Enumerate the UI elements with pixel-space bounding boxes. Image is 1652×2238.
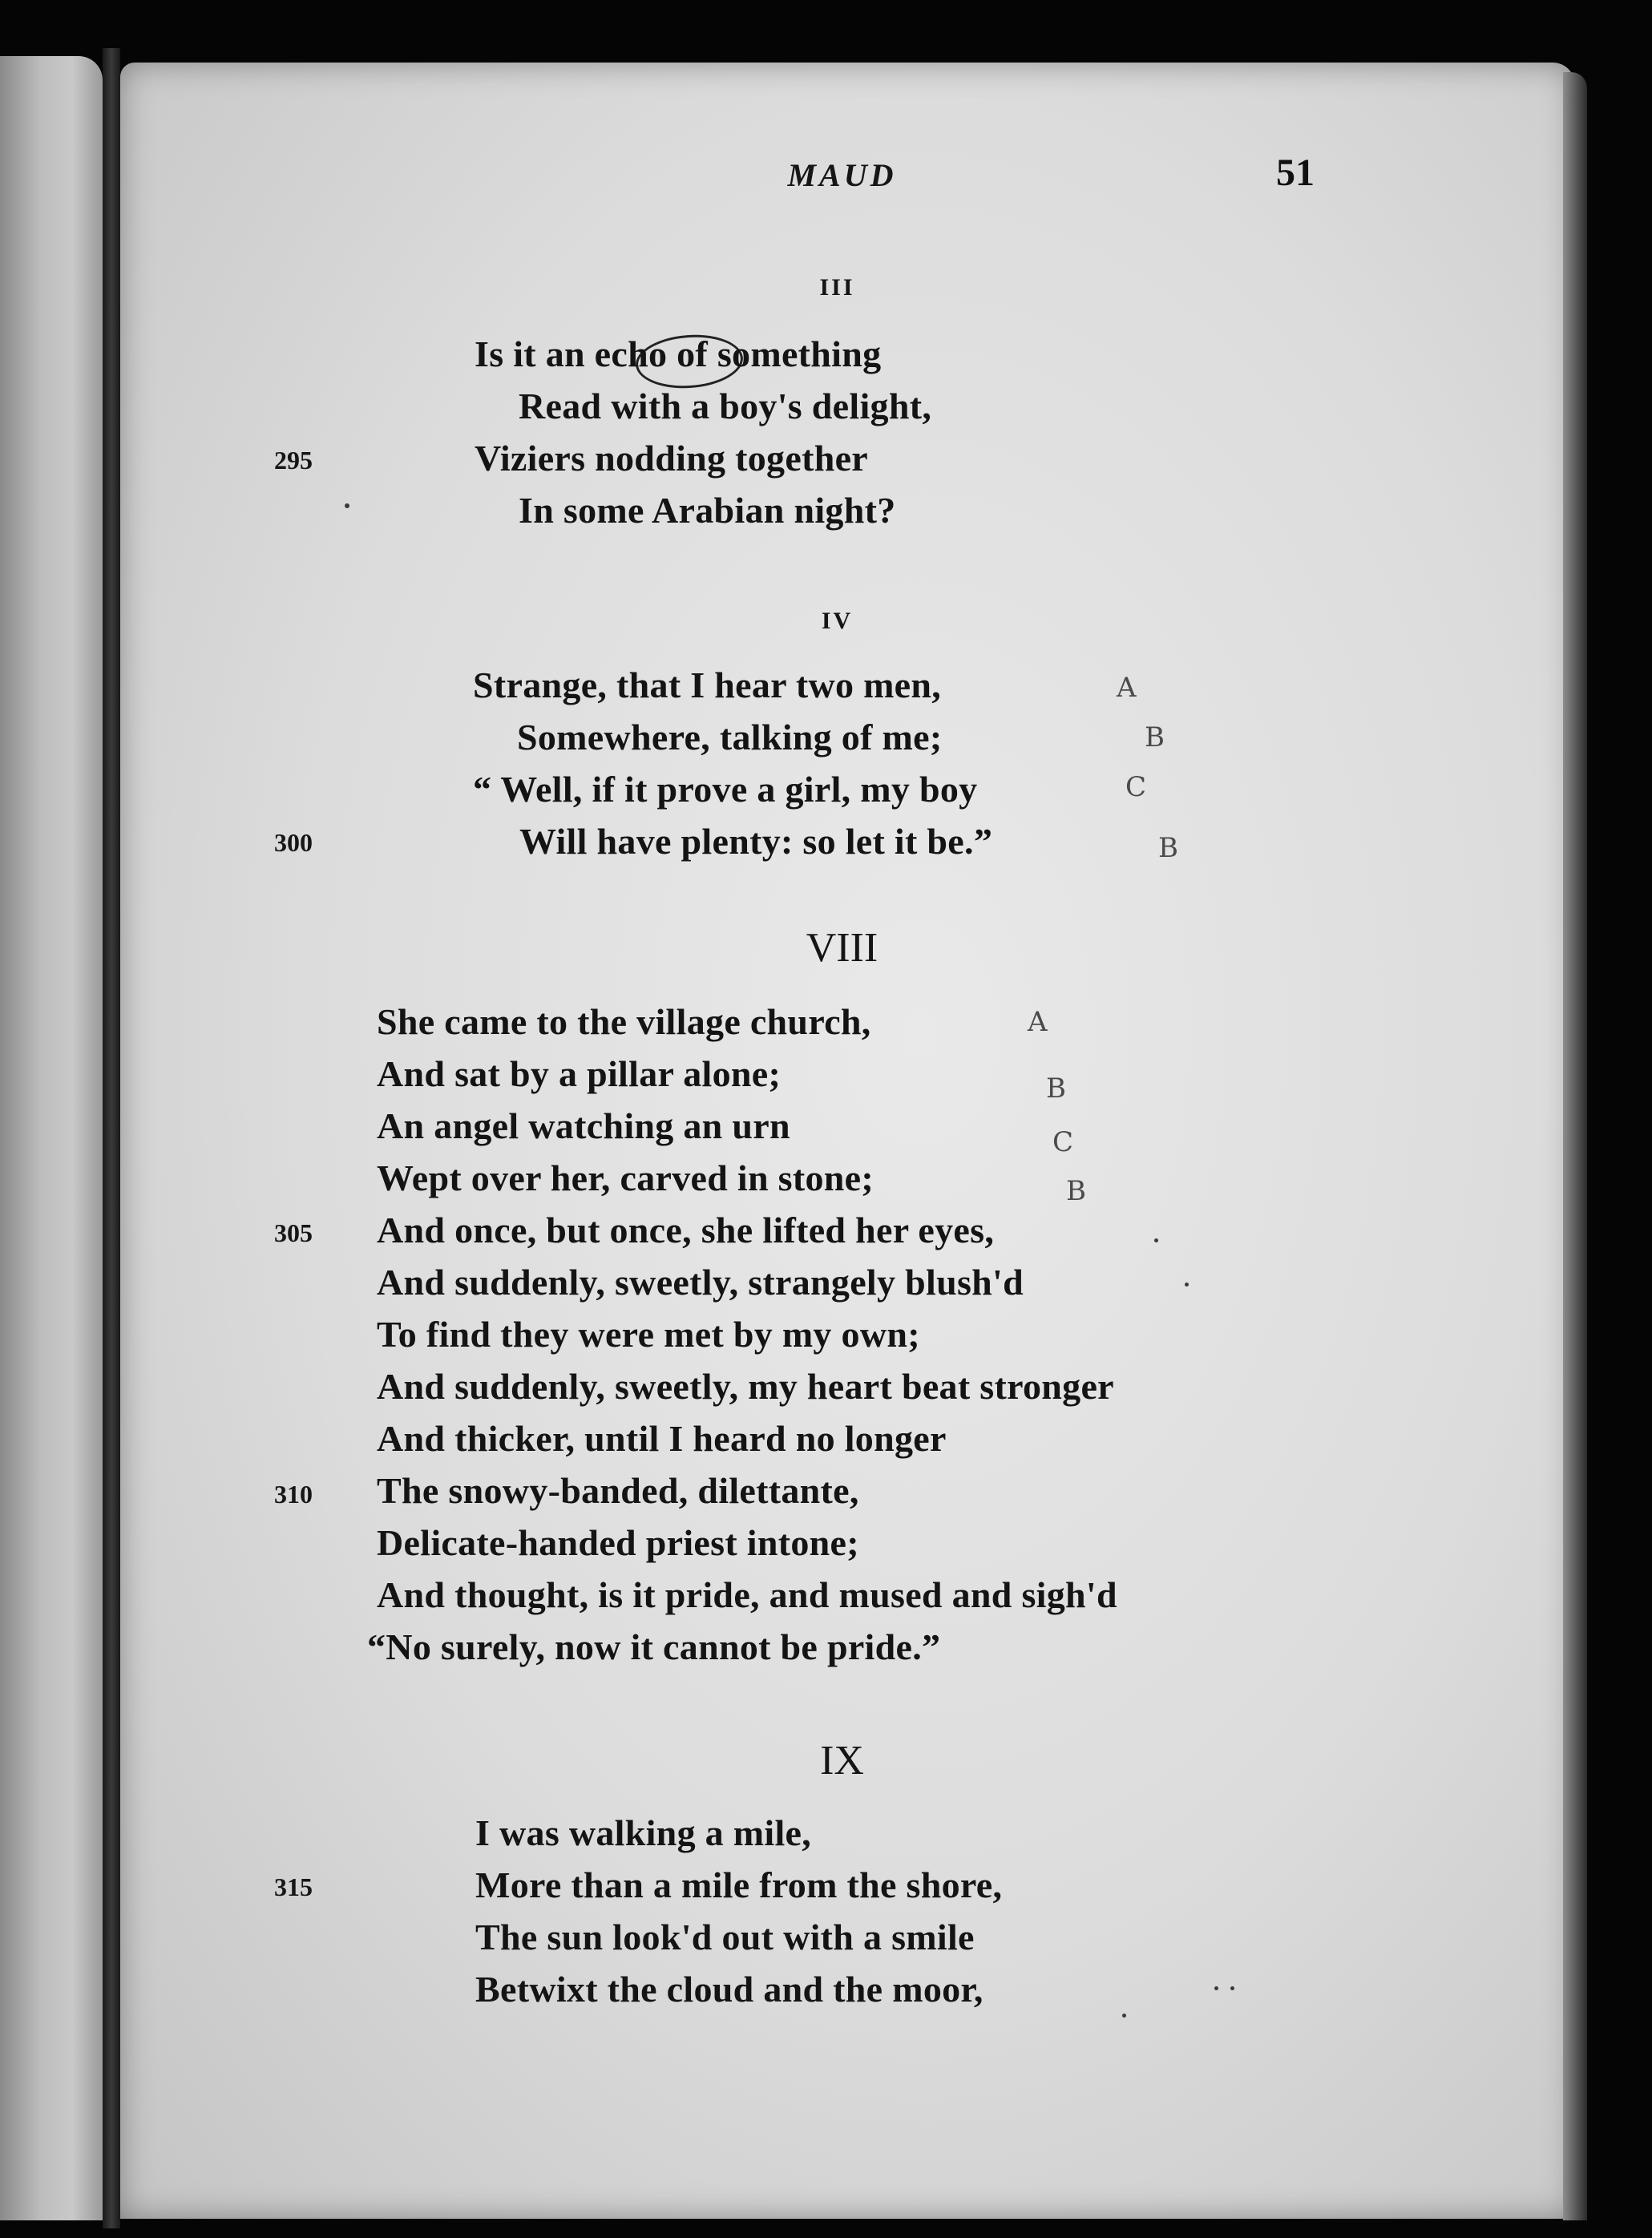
page-number: 51 — [1276, 151, 1315, 194]
scan-speck — [1154, 1238, 1158, 1242]
facing-page-edge — [0, 56, 103, 2220]
section-number-iii: III — [819, 274, 855, 301]
poem-line: Somewhere, talking of me; — [517, 717, 943, 757]
poem-line: And suddenly, sweetly, my heart beat stronger — [377, 1366, 1114, 1407]
margin-annotation: B — [1046, 1073, 1066, 1105]
poem-line: More than a mile from the shore, — [475, 1864, 1003, 1905]
scan-speck — [1185, 1283, 1189, 1287]
line-number-300: 300 — [274, 828, 313, 857]
poem-line: The sun look'd out with a smile — [475, 1917, 975, 1957]
scan-speck — [1214, 1986, 1218, 1990]
scan-speck — [1122, 2014, 1126, 2018]
page-edge-shadow — [1563, 72, 1587, 2220]
poem-line: Viziers nodding together — [475, 438, 869, 479]
poem-line: Delicate-handed priest intone; — [377, 1522, 859, 1563]
poem-line: “No surely, now it cannot be pride.” — [367, 1626, 941, 1667]
poem-line: And thicker, until I heard no longer — [377, 1418, 947, 1459]
poem-line: And suddenly, sweetly, strangely blush'd — [377, 1262, 1024, 1303]
section-number-ix: IX — [820, 1738, 864, 1784]
scan-speck — [345, 503, 349, 508]
poem-line: To find they were met by my own; — [377, 1314, 920, 1355]
line-number-295: 295 — [274, 446, 313, 475]
poem-line: Strange, that I hear two men, — [473, 665, 942, 705]
margin-annotation: B — [1066, 1175, 1086, 1207]
poem-line: The snowy-banded, dilettante, — [377, 1470, 859, 1511]
book-gutter — [103, 48, 120, 2228]
poem-line: Wept over her, carved in stone; — [377, 1157, 874, 1198]
scan-speck — [1230, 1986, 1234, 1990]
poem-line: And once, but once, she lifted her eyes, — [377, 1210, 995, 1250]
margin-annotation: A — [1117, 672, 1137, 704]
section-number-viii: VIII — [806, 925, 879, 971]
poem-line: Will have plenty: so let it be.” — [519, 821, 993, 862]
poem-line: I was walking a mile, — [475, 1812, 812, 1853]
margin-annotation: A — [1028, 1006, 1048, 1038]
poem-line: She came to the village church, — [377, 1001, 871, 1042]
poem-line: Betwixt the cloud and the moor, — [475, 1969, 984, 2010]
line-number-310: 310 — [274, 1480, 313, 1509]
poem-line: Is it an echo of something — [475, 333, 882, 374]
margin-annotation: B — [1145, 721, 1165, 753]
margin-annotation: C — [1052, 1126, 1074, 1158]
line-number-315: 315 — [274, 1872, 313, 1901]
poem-line: In some Arabian night? — [519, 490, 896, 531]
poem-line: “ Well, if it prove a girl, my boy — [473, 769, 978, 810]
section-number-iv: IV — [821, 608, 854, 634]
margin-annotation: B — [1158, 832, 1178, 864]
line-number-305: 305 — [274, 1218, 313, 1247]
poem-line: An angel watching an urn — [377, 1105, 790, 1146]
margin-annotation: C — [1125, 771, 1147, 803]
running-head: MAUD — [787, 157, 897, 193]
poem-line: Read with a boy's delight, — [519, 386, 932, 426]
poem-line: And sat by a pillar alone; — [377, 1053, 782, 1094]
poem-line: And thought, is it pride, and mused and sigh'd — [377, 1574, 1117, 1615]
